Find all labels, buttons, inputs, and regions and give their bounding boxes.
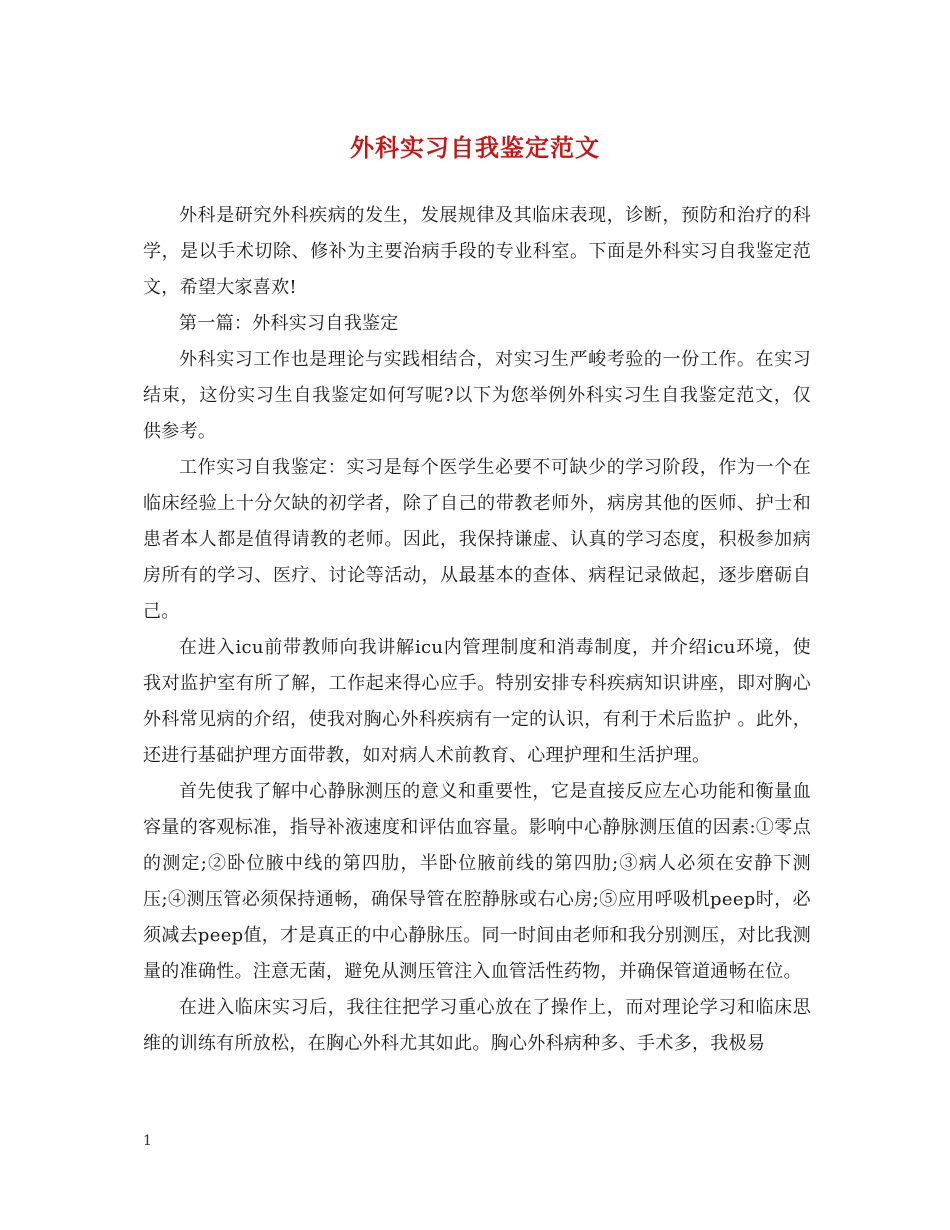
- document-title: 外科实习自我鉴定范文: [350, 133, 600, 162]
- body-paragraph: 在进入icu前带教师向我讲解icu内管理制度和消毒制度，并介绍icu环境，使我对监护室有所了解，工作起来得心应手。特别安排专科疾病知识讲座，即对胸心外科常见病的介绍，使我对胸心外科疾病有一定的认识，有利于术后监护 。此外，还进行基础护理方面带教，如对病人术前教育、心理护理和生活护理。: [143, 637, 811, 766]
- section-heading: 第一篇：外科实习自我鉴定: [179, 313, 399, 334]
- body-paragraph: 在进入临床实习后，我往往把学习重心放在了操作上，而对理论学习和临床思维的训练有所放松，在胸心外科尤其如此。胸心外科病种多、手术多，我极易: [143, 997, 811, 1054]
- page-number: 1: [143, 1133, 152, 1149]
- body-paragraph: 外科实习工作也是理论与实践相结合，对实习生严峻考验的一份工作。在实习结束，这份实习生自我鉴定如何写呢?以下为您举例外科实习生自我鉴定范文，仅供参考。: [143, 349, 811, 442]
- body-paragraph: 首先使我了解中心静脉测压的意义和重要性，它是直接反应左心功能和衡量血容量的客观标准，指导补液速度和评估血容量。影响中心静脉测压值的因素:①零点的测定;②卧位腋中线的第四肋，半卧位腋前线的第四肋;③病人必须在安静下测压;④测压管必须保持通畅，确保导管在腔静脉或右心房;⑤应用呼吸机peep时，必须减去peep值，才是真正的中心静脉压。同一时间由老师和我分别测压，对比我测量的准确性。注意无菌，避免从测压管注入血管活性药物，并确保管道通畅在位。: [143, 781, 811, 982]
- document-body: [143, 198, 811, 1062]
- intro-paragraph: 外科是研究外科疾病的发生，发展规律及其临床表现，诊断，预防和治疗的科学，是以手术切除、修补为主要治病手段的专业科室。下面是外科实习自我鉴定范文，希望大家喜欢!: [143, 205, 811, 298]
- body-paragraph: 工作实习自我鉴定：实习是每个医学生必要不可缺少的学习阶段，作为一个在临床经验上十分欠缺的初学者，除了自己的带教老师外，病房其他的医师、护士和患者本人都是值得请教的老师。因此，我保持谦虚、认真的学习态度，积极参加病房所有的学习、医疗、讨论等活动，从最基本的查体、病程记录做起，逐步磨砺自己。: [143, 457, 811, 622]
